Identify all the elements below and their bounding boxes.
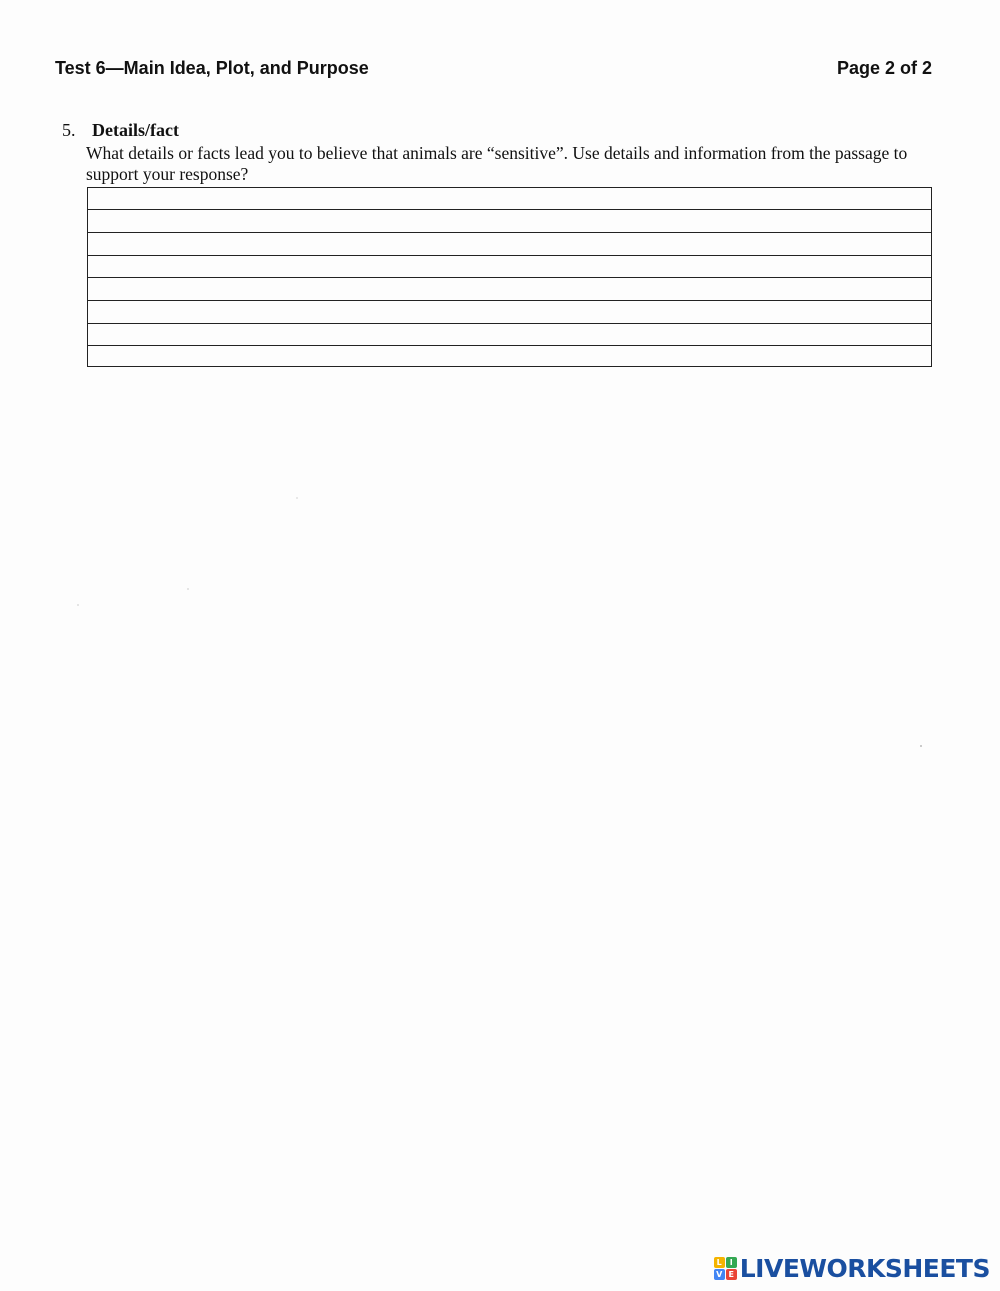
- answer-box[interactable]: [87, 187, 932, 367]
- answer-line: [88, 232, 931, 233]
- answer-line: [88, 277, 931, 278]
- brand-text: LIVEWORKSHEETS: [739, 1253, 990, 1283]
- liveworksheets-brand: [714, 1253, 990, 1283]
- question-prompt: What details or facts lead you to believe that animals are “sensitive”. Use details and information from the passage to support your response?: [86, 143, 908, 184]
- question-number: 5.: [62, 120, 76, 140]
- scan-speck: [296, 497, 298, 499]
- answer-line: [88, 300, 931, 301]
- logo-tile: L: [714, 1257, 725, 1268]
- question-heading: Details/fact: [92, 120, 179, 140]
- scan-speck: [187, 588, 189, 590]
- page-indicator: Page 2 of 2: [836, 58, 932, 78]
- scan-speck: [77, 604, 79, 606]
- logo-tile: V: [714, 1269, 725, 1280]
- answer-line: [88, 255, 931, 256]
- scan-speck: [920, 745, 922, 747]
- answer-line: [88, 323, 931, 324]
- worksheet-title: Test 6—Main Idea, Plot, and Purpose: [55, 58, 369, 78]
- answer-line: [88, 345, 931, 346]
- logo-tile: I: [726, 1257, 737, 1268]
- logo-tile: E: [726, 1269, 737, 1280]
- liveworksheets-logo-icon: [714, 1257, 737, 1280]
- answer-line: [88, 209, 931, 210]
